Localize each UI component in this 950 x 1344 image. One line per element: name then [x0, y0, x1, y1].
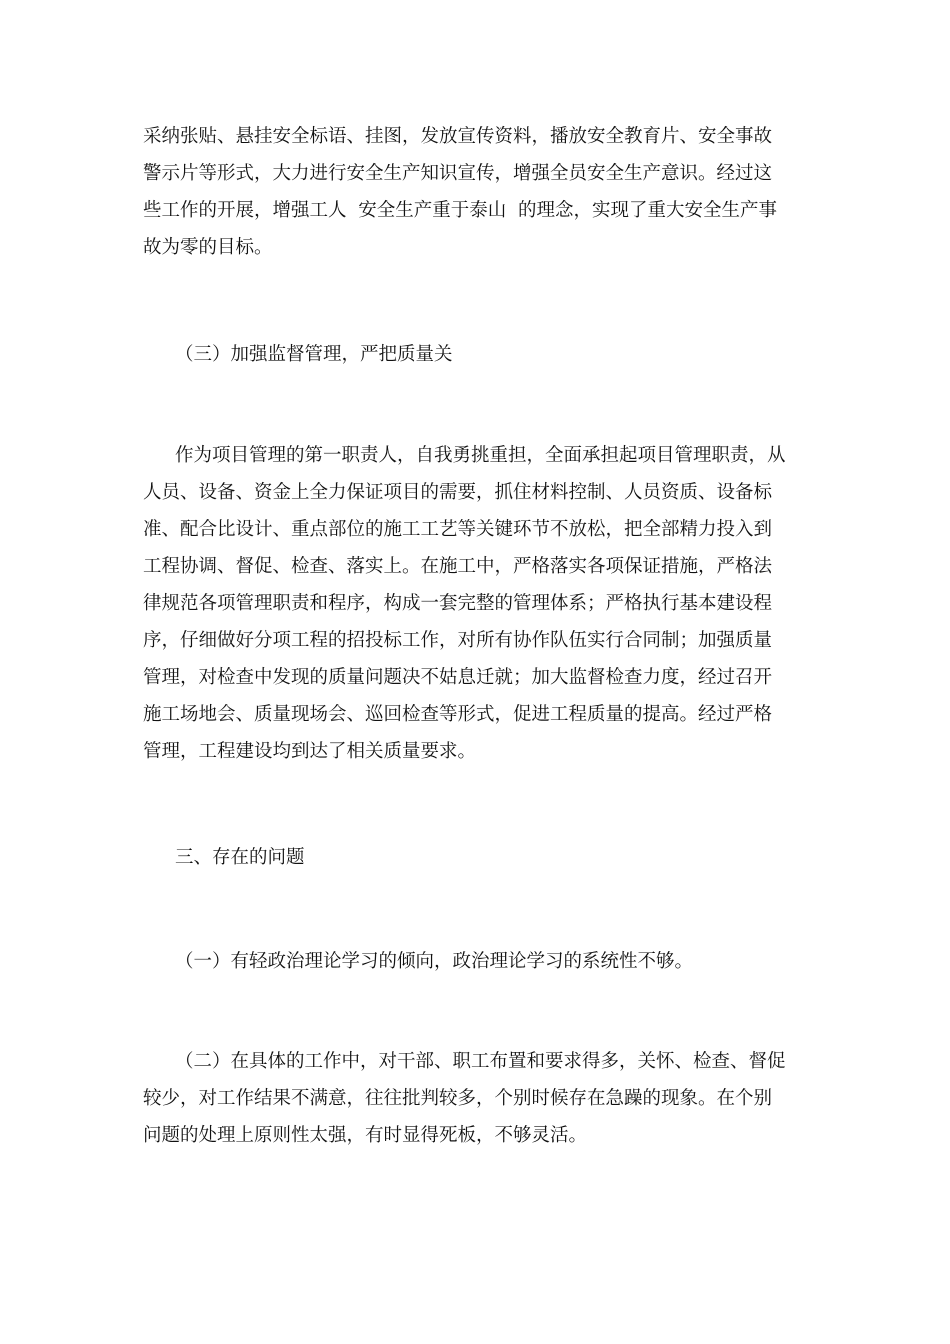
paragraph-line: 警示片等形式，大力进行安全生产知识宣传，增强全员安全生产意识。经过这 [143, 163, 773, 184]
paragraph-problem-2 [143, 1043, 811, 1154]
paragraph-line: 较少，对工作结果不满意，往往批判较多，个别时候存在急躁的现象。在个别 [143, 1088, 773, 1109]
paragraph-line: 律规范各项管理职责和程序，构成一套完整的管理体系；严格执行基本建设程 [143, 593, 773, 614]
subheading-text: （三）加强监督管理，严把质量关 [175, 344, 453, 365]
paragraph-line: 工程协调、督促、检查、落实上。在施工中，严格落实各项保证措施，严格法 [143, 556, 773, 577]
paragraph-line: （二）在具体的工作中，对干部、职工布置和要求得多，关怀、检查、督促 [175, 1051, 786, 1072]
paragraph-line: 施工场地会、质量现场会、巡回检查等形式，促进工程质量的提高。经过严格 [143, 704, 773, 725]
paragraph-line: 人员、设备、资金上全力保证项目的需要，抓住材料控制、人员资质、设备标 [143, 482, 773, 503]
subheading-quality-supervision [143, 336, 811, 373]
paragraph-line: 些工作的开展，增强工人 安全生产重于泰山 的理念，实现了重大安全生产事 [143, 200, 778, 221]
paragraph-problem-1 [143, 943, 811, 980]
paragraph-line: （一）有轻政治理论学习的倾向，政治理论学习的系统性不够。 [175, 951, 694, 972]
paragraph-line: 管理，工程建设均到达了相关质量要求。 [143, 741, 477, 762]
paragraph-line: 问题的处理上原则性太强，有时显得死板，不够灵活。 [143, 1125, 588, 1146]
paragraph-line: 故为零的目标。 [143, 237, 273, 258]
paragraph-line: 序，仔细做好分项工程的招投标工作，对所有协作队伍实行合同制；加强质量 [143, 630, 773, 651]
paragraph-line: 准、配合比设计、重点部位的施工工艺等关键环节不放松，把全部精力投入到 [143, 519, 773, 540]
section-heading-problems [143, 839, 811, 876]
section-heading-text: 三、存在的问题 [175, 847, 305, 868]
paragraph-safety-propaganda [143, 118, 811, 266]
paragraph-line: 采纳张贴、悬挂安全标语、挂图，发放宣传资料，播放安全教育片、安全事故 [143, 126, 773, 147]
paragraph-line: 作为项目管理的第一职责人，自我勇挑重担，全面承担起项目管理职责，从 [175, 445, 786, 466]
paragraph-line: 管理，对检查中发现的质量问题决不姑息迁就；加大监督检查力度，经过召开 [143, 667, 773, 688]
paragraph-project-management [143, 437, 811, 770]
